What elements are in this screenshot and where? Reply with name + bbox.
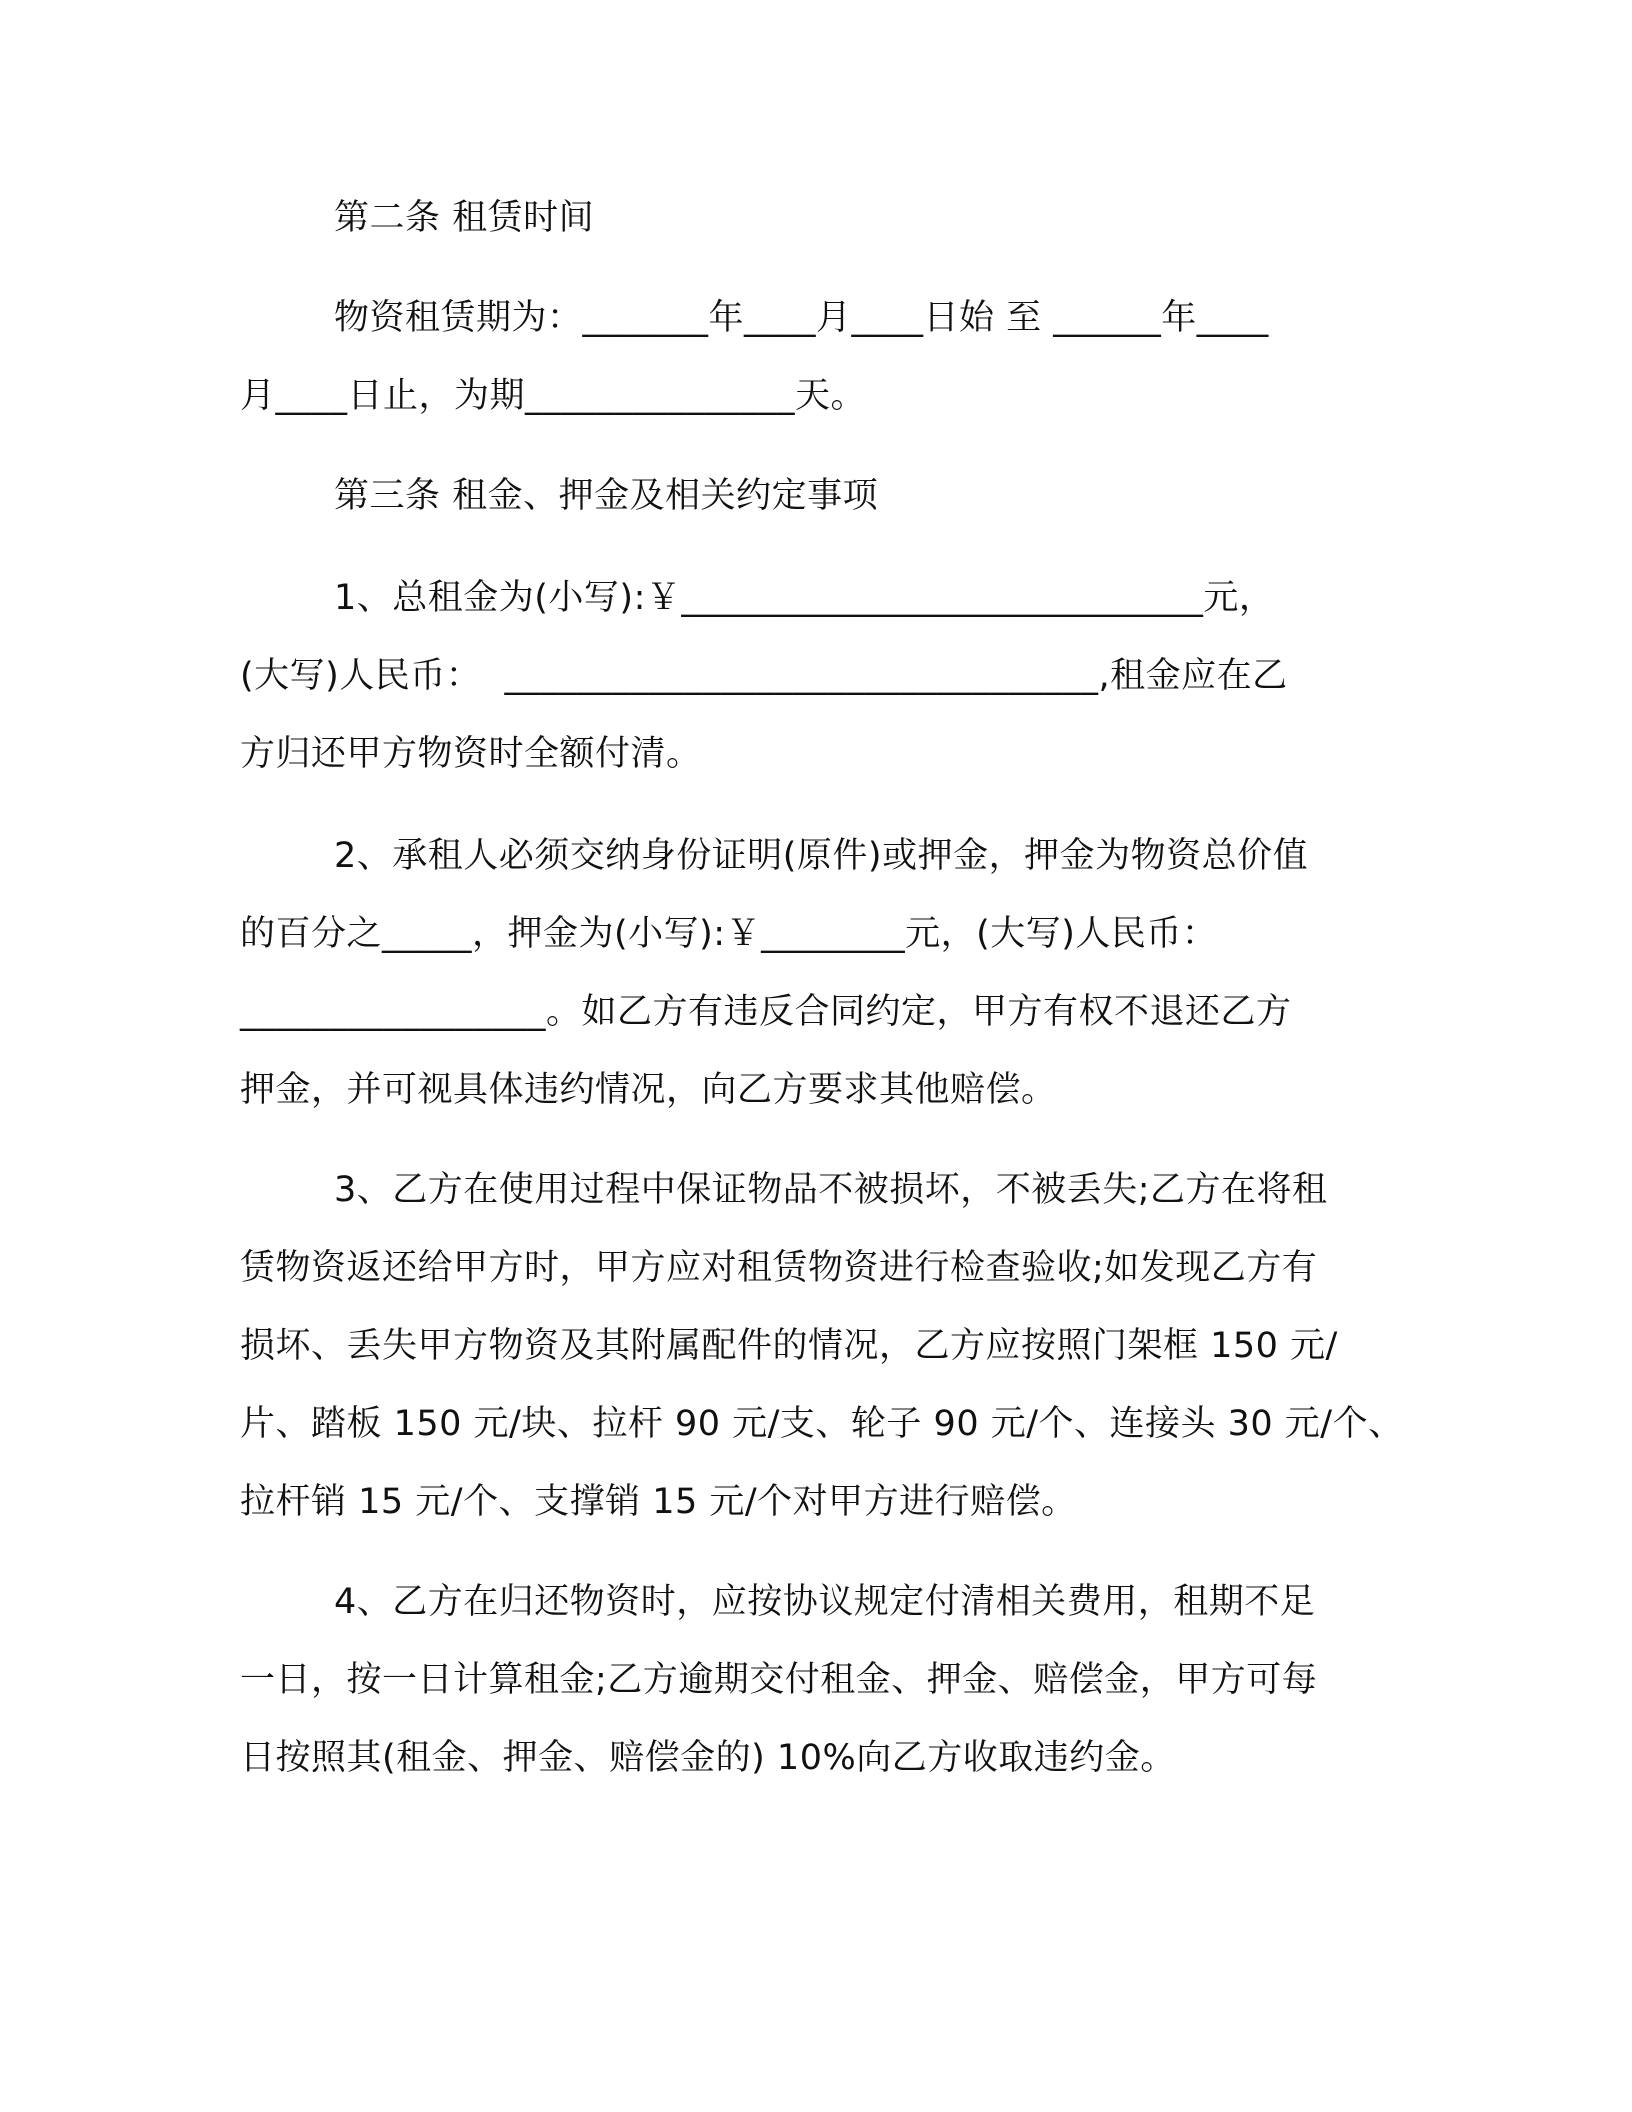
clause-1-line-2: (大写)人民币： _________________________________,租金应在乙	[240, 656, 1288, 696]
clause-2-line-4: 押金，并可视具体违约情况，向乙方要求其他赔偿。	[240, 1070, 1057, 1110]
rental-period-line-2: 月____日止，为期_______________天。	[240, 376, 867, 416]
clause-2-line-3: _________________。如乙方有违反合同约定，甲方有权不退还乙方	[240, 992, 1292, 1032]
clause-2-line-1: 2、承租人必须交纳身份证明(原件)或押金，押金为物资总价值	[334, 836, 1309, 876]
clause-3-line-4: 片、踏板 150 元/块、拉杆 90 元/支、轮子 90 元/个、连接头 30 元/个、	[240, 1404, 1404, 1444]
clause-3-line-1: 3、乙方在使用过程中保证物品不被损坏，不被丢失;乙方在将租	[334, 1170, 1328, 1210]
clause-2-line-2: 的百分之_____，押金为(小写):￥________元，(大写)人民币：	[240, 914, 1218, 954]
clause-1-line-1: 1、总租金为(小写):￥_____________________________元，	[334, 578, 1275, 618]
clause-3-line-3: 损坏、丢失甲方物资及其附属配件的情况，乙方应按照门架框 150 元/	[240, 1326, 1338, 1366]
rental-period-line-1: 物资租赁期为：_______年____月____日始 至 ______年____	[334, 298, 1269, 338]
clause-3-line-5: 拉杆销 15 元/个、支撑销 15 元/个对甲方进行赔偿。	[240, 1482, 1077, 1522]
clause-1-line-3: 方归还甲方物资时全额付清。	[240, 734, 702, 774]
clause-4-line-1: 4、乙方在归还物资时，应按协议规定付清相关费用，租期不足	[334, 1582, 1316, 1622]
article-3-heading: 第三条 租金、押金及相关约定事项	[334, 476, 879, 516]
clause-4-line-2: 一日，按一日计算租金;乙方逾期交付租金、押金、赔偿金，甲方可每	[240, 1660, 1318, 1700]
article-2-heading: 第二条 租赁时间	[334, 198, 595, 238]
clause-3-line-2: 赁物资返还给甲方时，甲方应对租赁物资进行检查验收;如发现乙方有	[240, 1248, 1318, 1288]
clause-4-line-3: 日按照其(租金、押金、赔偿金的) 10%向乙方收取违约金。	[240, 1738, 1176, 1778]
